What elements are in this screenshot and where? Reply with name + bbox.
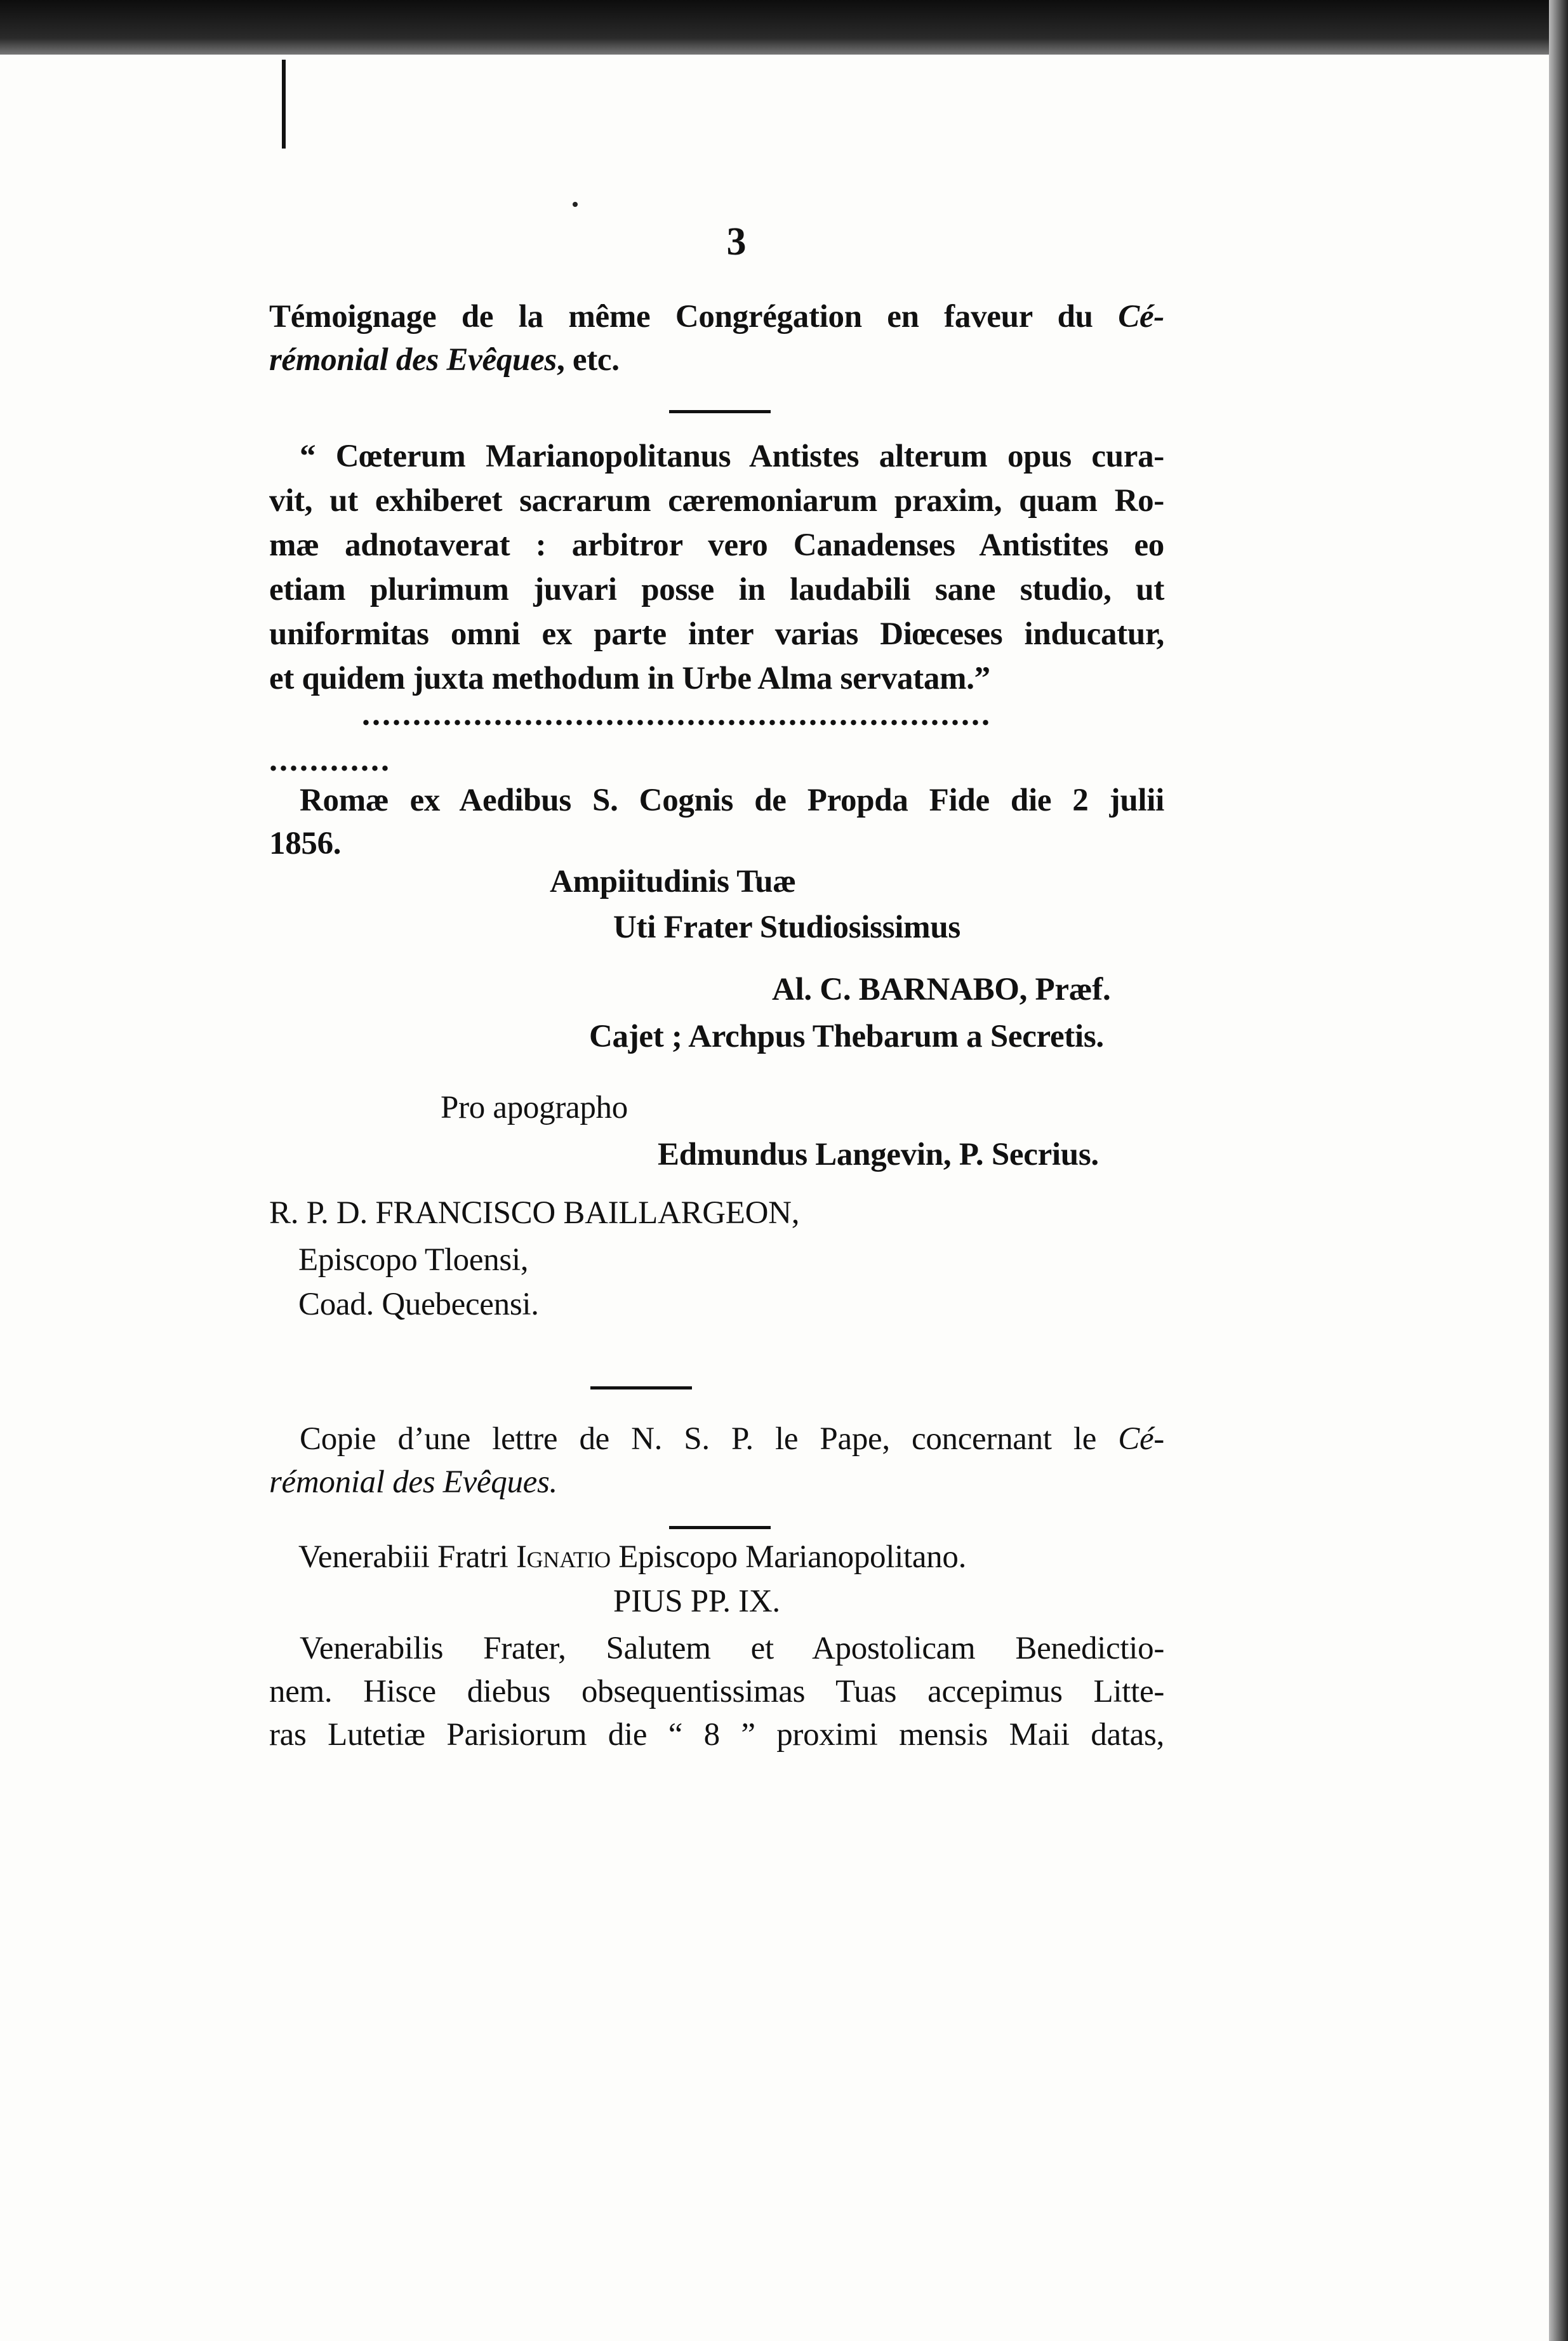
margin-mark [282,60,286,149]
heading-text: Copie d’une lettre de N. S. P. le Pape, concernant le [300,1421,1119,1457]
body-line: Venerabilis Frater, Salutem et Apostolicam Benedictio- [300,1631,1164,1666]
heading-italic: Cé- [1118,299,1164,335]
closing-line: Uti Frater Studiosissimus [613,910,960,945]
heading-italic: Cé- [1118,1421,1164,1457]
heading-line-2 [269,1464,557,1501]
body-line: ras Lutetiæ Parisiorum die “ 8 ” proximi mensis Maii datas, [269,1717,1164,1753]
quote-line: mæ adnotaverat : arbitror vero Canadenses Antistites eo [269,527,1164,563]
heading-text: Témoignage de la même Congrégation en faveur du [269,299,1119,335]
addressee-line: R. P. D. FRANCISCO BAILLARGEON, [269,1195,800,1231]
dedication-name: Ignatio [515,1539,611,1575]
ellipsis-line: ............ [269,742,391,778]
heading-text: , etc. [556,342,620,378]
ink-speck [573,202,578,207]
scan-top-border [0,0,1568,55]
addressee-line: Coad. Quebecensi. [298,1287,539,1322]
quote-line: etiam plurimum juvari posse in laudabili sane studio, ut [269,572,1164,607]
heading-italic: rémonial des Evêques. [269,1464,557,1500]
closing-line: Ampiitudinis Tuæ [550,864,796,899]
quote-line: vit, ut exhiberet sacrarum cæremoniarum praxim, quam Ro- [269,483,1164,519]
signature-line: Al. C. BARNABO, Præf. [772,972,1111,1007]
page-number: 3 [726,220,747,263]
pope-line: PIUS PP. IX. [613,1584,780,1619]
scan-right-border [1549,0,1568,2341]
quote-line: “ Cœterum Marianopolitanus Antistes alterum opus cura- [300,439,1164,474]
quote-line: uniformitas omni ex parte inter varias Diœceses inducatur, [269,616,1164,652]
ellipsis-line: .............................................................. [362,696,992,733]
dedication-line [298,1539,966,1575]
section-rule [590,1386,692,1389]
dedication-text: Episcopo Marianopolitano. [610,1539,967,1575]
apograph-line: Pro apographo [441,1090,628,1125]
date-year: 1856. [269,826,342,861]
quote-line: et quidem juxta methodum in Urbe Alma servatam.” [269,661,990,696]
heading-line-2 [269,342,620,378]
heading-line-1 [300,1421,1164,1457]
addressee-line: Episcopo Tloensi, [298,1242,529,1278]
section-rule [669,1526,771,1529]
dedication-text: Venerabiii Fratri [298,1539,516,1575]
date-line: Romæ ex Aedibus S. Cognis de Propda Fide die 2 julii [300,783,1164,818]
heading-line-1 [269,298,1164,335]
secretary-line: Edmundus Langevin, P. Secrius. [658,1137,1099,1172]
section-rule [669,410,771,413]
body-line: nem. Hisce diebus obsequentissimas Tuas accepimus Litte- [269,1674,1164,1709]
heading-italic: rémonial des Evêques [269,342,557,378]
signature-line: Cajet ; Archpus Thebarum a Secretis. [589,1019,1104,1054]
